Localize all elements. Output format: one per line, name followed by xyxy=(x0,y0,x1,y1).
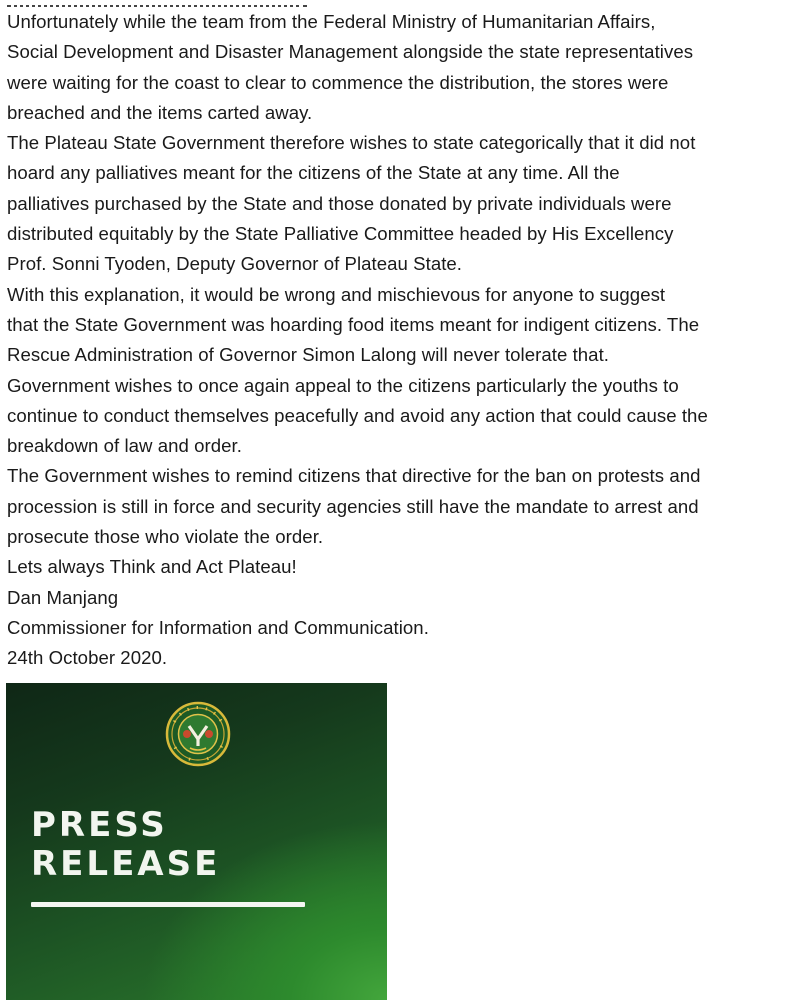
body-line: breakdown of law and order. xyxy=(7,435,242,457)
body-line: The Government wishes to remind citizens that directive for the ban on protests and xyxy=(7,465,701,487)
body-line: palliatives purchased by the State and those donated by private individuals were xyxy=(7,192,672,214)
body-line: Social Development and Disaster Management alongside the state representatives xyxy=(7,41,694,63)
body-line: that the State Government was hoarding food items meant for indigent citizens. The xyxy=(7,313,700,335)
body-line: Government wishes to once again appeal to the citizens particularly the youths to xyxy=(7,374,679,396)
body-line: prosecute those who violate the order. xyxy=(7,526,324,548)
banner-title xyxy=(31,806,220,884)
body-line: The Plateau State Government therefore wishes to state categorically that it did not xyxy=(7,132,696,154)
body-line: breached and the items carted away. xyxy=(7,101,313,123)
body-line: Unfortunately while the team from the Federal Ministry of Humanitarian Affairs, xyxy=(7,11,656,32)
release-date: 24th October 2020. xyxy=(7,647,168,669)
signatory-name: Dan Manjang xyxy=(7,586,119,608)
signatory-title: Commissioner for Information and Communication. xyxy=(7,616,429,638)
body-line: procession is still in force and security agencies still have the mandate to arrest and xyxy=(7,495,699,517)
body-line: Prof. Sonni Tyoden, Deputy Governor of Plateau State. xyxy=(7,253,463,275)
banner-title-line-1: PRESS xyxy=(31,805,168,845)
press-release-body xyxy=(7,5,791,674)
press-release-banner xyxy=(6,683,387,1000)
body-line: hoard any palliatives meant for the citizens of the State at any time. All the xyxy=(7,162,620,184)
plateau-state-seal-icon xyxy=(165,701,231,767)
body-line: continue to conduct themselves peacefully and avoid any action that could cause the xyxy=(7,404,708,426)
closing-line: Lets always Think and Act Plateau! xyxy=(7,556,297,578)
body-line: Rescue Administration of Governor Simon Lalong will never tolerate that. xyxy=(7,344,610,366)
body-line: were waiting for the coast to clear to commence the distribution, the stores were xyxy=(7,71,669,93)
body-line: With this explanation, it would be wrong and mischievous for anyone to suggest xyxy=(7,283,666,305)
banner-underline xyxy=(31,902,305,907)
body-line: distributed equitably by the State Palliative Committee headed by His Excellency xyxy=(7,223,674,245)
banner-title-line-2: RELEASE xyxy=(31,844,221,884)
